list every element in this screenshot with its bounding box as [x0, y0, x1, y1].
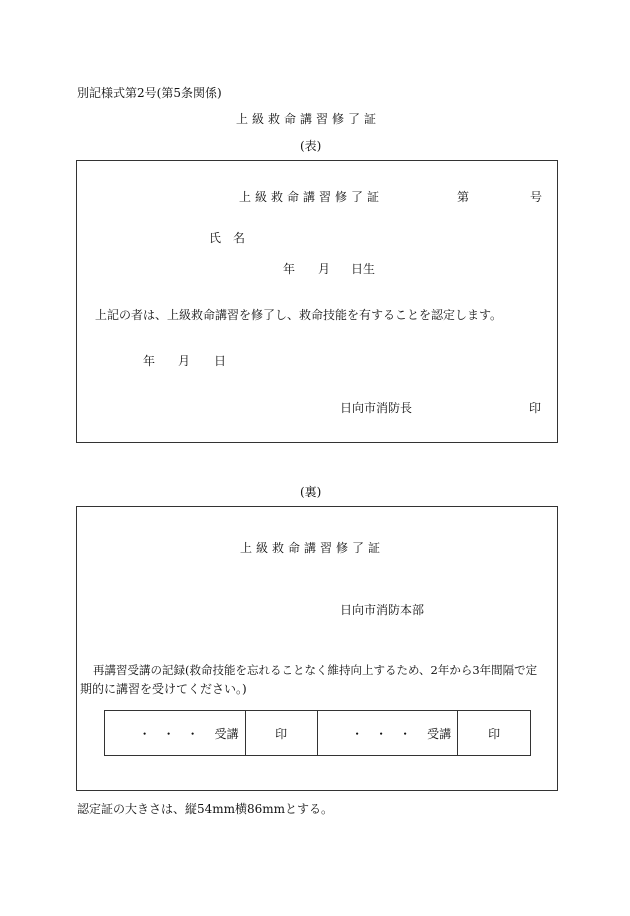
issue-year-label: 年: [143, 354, 156, 368]
front-card-title: 上級救命講習修了証: [239, 190, 384, 204]
seal-mark: 印: [529, 401, 542, 415]
record-seal-cell: [246, 711, 318, 755]
back-side-label: (裏): [300, 485, 322, 499]
birth-day-label: 日生: [351, 262, 376, 276]
back-card-title: 上級救命講習修了証: [240, 541, 385, 555]
record-date-cell: [318, 711, 459, 755]
certificate-front-card: [76, 160, 558, 443]
record-seal-cell: [458, 711, 530, 755]
issuer-name: 日向市消防長: [340, 401, 413, 415]
seal-mark: 印: [488, 726, 501, 741]
birth-month-label: 月: [318, 262, 331, 276]
certificate-number-prefix: 第: [457, 190, 470, 204]
card-size-note: 認定証の大きさは、縦54mm横86mmとする。: [77, 802, 334, 816]
date-dots: ・・・: [351, 726, 424, 741]
retraining-record-note-line2: 期的に講習を受けてください。): [80, 682, 247, 696]
name-label: 氏 名: [209, 231, 246, 245]
issue-day-label: 日: [214, 354, 227, 368]
front-side-label: (表): [300, 139, 322, 153]
document-title: 上級救命講習修了証: [236, 112, 381, 126]
retraining-record-note-line1: 再講習受講の記録(救命技能を忘れることなく維持向上するため、2年から3年間隔で定: [93, 663, 538, 677]
date-dots: ・・・: [138, 726, 211, 741]
form-number: 別記様式第2号(第5条関係): [77, 86, 222, 100]
certification-statement: 上記の者は、上級救命講習を修了し、救命技能を有することを認定します。: [95, 308, 503, 322]
issue-month-label: 月: [178, 354, 191, 368]
birth-year-label: 年: [283, 262, 296, 276]
fire-department-name: 日向市消防本部: [340, 603, 425, 617]
attended-label: 受講: [427, 726, 452, 741]
seal-mark: 印: [275, 726, 288, 741]
attended-label: 受講: [214, 726, 239, 741]
record-date-cell: [105, 711, 246, 755]
certificate-number-suffix: 号: [530, 190, 543, 204]
retraining-record-table: [104, 710, 531, 756]
